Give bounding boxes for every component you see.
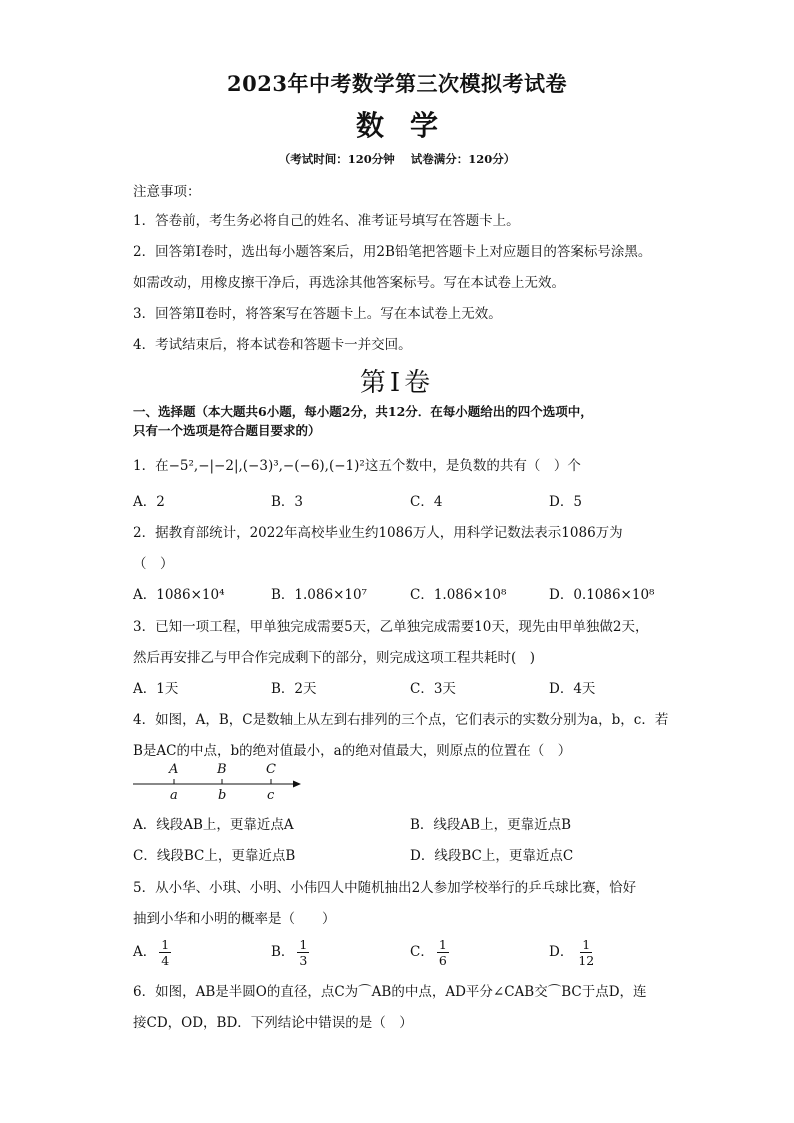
fraction bbox=[297, 937, 309, 968]
option-a: A．2 bbox=[133, 494, 165, 510]
note-item: 3．回答第Ⅱ卷时，将答案写在答题卡上。写在本试卷上无效。 bbox=[133, 306, 502, 322]
option-label: A． bbox=[133, 944, 157, 960]
full-score: 试卷满分：120分） bbox=[410, 152, 516, 166]
question-stem: 3．已知一项工程，甲单独完成需要5天，乙单独完成需要10天，现先由甲单独做2天， bbox=[133, 619, 649, 635]
question-stem: 6．如图，AB是半圆O的直径，点C为⌒AB的中点，AD平分∠CAB交⌒BC于点D，连 bbox=[133, 984, 647, 1000]
option-a: A．1086×10⁴ bbox=[133, 587, 225, 603]
option-b: B．1.086×10⁷ bbox=[271, 587, 367, 603]
question-stem: B是AC的中点，b的绝对值最小，a的绝对值最大，则原点的位置在（ ） bbox=[133, 743, 572, 759]
section-heading: 只有一个选项是符合题目要求的） bbox=[133, 423, 321, 438]
value-label-b: b bbox=[218, 788, 227, 803]
option-b: B．线段AB上，更靠近点B bbox=[410, 817, 572, 833]
fraction-denominator: 12 bbox=[578, 953, 595, 968]
option-b: B．2天 bbox=[271, 681, 317, 697]
option-c: C．4 bbox=[410, 494, 443, 510]
question-stem: （ ） bbox=[133, 556, 174, 572]
option-c: C．1.086×10⁸ bbox=[410, 587, 507, 603]
option-d: D．4天 bbox=[549, 681, 596, 697]
option-d: D．5 bbox=[549, 494, 582, 510]
question-stem: 然后再安排乙与甲合作完成剩下的部分，则完成这项工程共耗时( ) bbox=[133, 650, 536, 666]
value-label-c: c bbox=[267, 788, 275, 803]
question-stem: 1．在−5²,−|−2|,(−3)³,−(−6),(−1)²这五个数中，是负数的共有（ ）个 bbox=[133, 458, 581, 474]
question-stem: 5．从小华、小琪、小明、小伟四人中随机抽出2人参加学校举行的乒乓球比赛，恰好 bbox=[133, 880, 637, 896]
question-stem: 接CD，OD，BD．下列结论中错误的是（ ） bbox=[133, 1015, 413, 1031]
option-d: D．线段BC上，更靠近点C bbox=[410, 848, 574, 864]
question-stem: 4．如图，A，B，C是数轴上从左到右排列的三个点，它们表示的实数分别为a，b，c．若 bbox=[133, 712, 669, 728]
subject-title: 数学 bbox=[355, 109, 464, 142]
value-label-a: a bbox=[170, 788, 178, 803]
fraction-denominator: 6 bbox=[438, 953, 447, 968]
exam-meta bbox=[0, 151, 794, 167]
point-label-c: C bbox=[266, 762, 276, 777]
part-title: 第Ⅰ卷 bbox=[359, 368, 435, 398]
fraction bbox=[576, 937, 596, 968]
fraction bbox=[437, 937, 449, 968]
fraction-numerator: 1 bbox=[582, 937, 591, 952]
notes-heading: 注意事项： bbox=[133, 184, 201, 200]
fraction-numerator: 1 bbox=[161, 937, 170, 952]
fraction-denominator: 3 bbox=[299, 953, 308, 968]
note-item: 2．回答第Ⅰ卷时，选出每小题答案后，用2B铅笔把答题卡上对应题目的答案标号涂黑。 bbox=[133, 244, 652, 260]
option-a bbox=[133, 937, 171, 968]
exam-time: （考试时间：120分钟 bbox=[278, 152, 395, 166]
option-c: C．3天 bbox=[410, 681, 456, 697]
option-b: B．3 bbox=[271, 494, 304, 510]
option-d: D．0.1086×10⁸ bbox=[549, 587, 655, 603]
exam-title: 2023年中考数学第三次模拟考试卷 bbox=[227, 71, 567, 96]
option-c bbox=[410, 937, 449, 968]
fraction-numerator: 1 bbox=[438, 937, 447, 952]
option-label: C． bbox=[410, 944, 434, 960]
point-label-b: B bbox=[217, 762, 227, 777]
option-d bbox=[549, 937, 596, 968]
note-item: 4．考试结束后，将本试卷和答题卡一并交回。 bbox=[133, 337, 412, 353]
fraction bbox=[159, 937, 171, 968]
fraction-numerator: 1 bbox=[299, 937, 308, 952]
question-stem: 抽到小华和小明的概率是（ ） bbox=[133, 911, 336, 927]
option-label: D． bbox=[549, 944, 574, 960]
number-line-figure bbox=[133, 762, 313, 806]
option-b bbox=[271, 937, 309, 968]
option-c: C．线段BC上，更靠近点B bbox=[133, 848, 296, 864]
section-heading: 一、选择题（本大题共6小题，每小题2分，共12分．在每小题给出的四个选项中， bbox=[133, 404, 593, 419]
option-a: A．1天 bbox=[133, 681, 179, 697]
fraction-denominator: 4 bbox=[161, 953, 170, 968]
note-item: 1．答卷前，考生务必将自己的姓名、准考证号填写在答题卡上。 bbox=[133, 213, 520, 229]
point-label-a: A bbox=[169, 762, 179, 777]
option-label: B． bbox=[271, 944, 295, 960]
question-stem: 2．据教育部统计，2022年高校毕业生约1086万人，用科学记数法表示1086万为 bbox=[133, 525, 623, 541]
option-a: A．线段AB上，更靠近点A bbox=[133, 817, 294, 833]
note-item: 如需改动，用橡皮擦干净后，再选涂其他答案标号。写在本试卷上无效。 bbox=[133, 275, 565, 291]
